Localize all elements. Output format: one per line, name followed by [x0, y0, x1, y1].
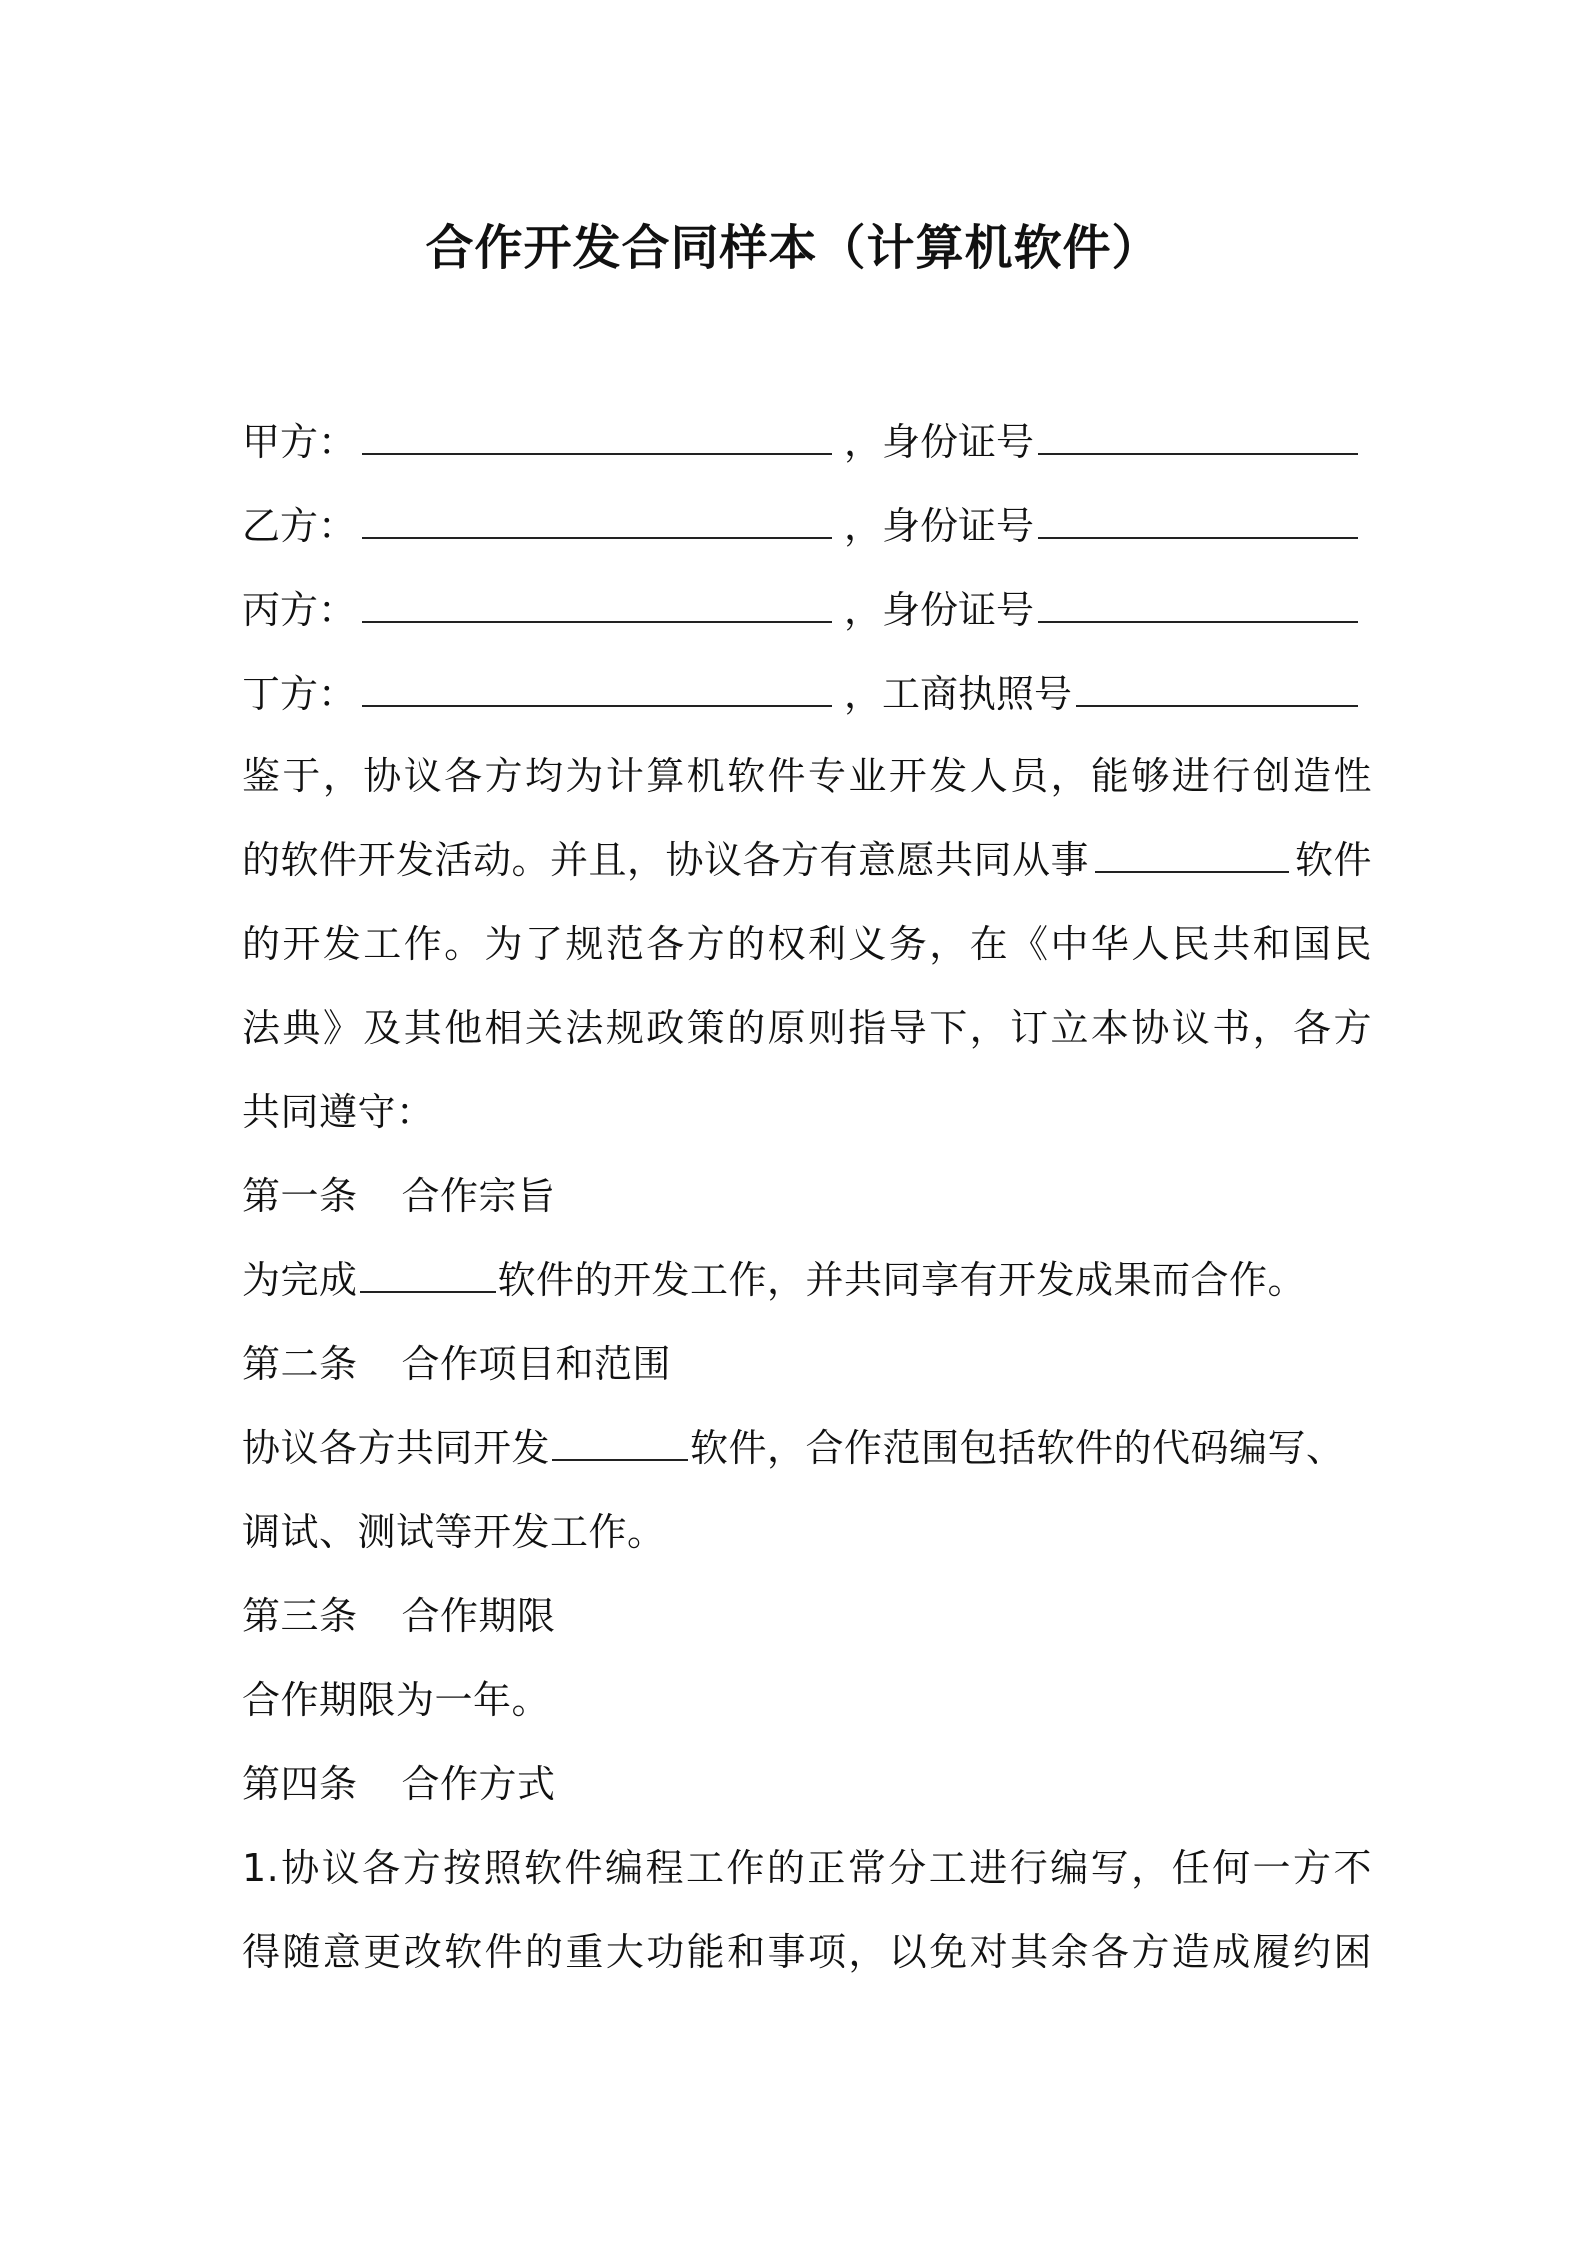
party-label: 丙方： [242, 588, 357, 632]
article-1-heading [242, 1168, 1372, 1224]
name-blank [362, 419, 832, 455]
license-label: 工商执照号 [882, 672, 1073, 716]
name-blank [362, 587, 832, 623]
article-text: 为完成 [242, 1258, 358, 1302]
party-label: 甲方： [242, 420, 357, 464]
party-line-b [242, 498, 1358, 554]
party-line-d [242, 666, 1358, 722]
article-number: 第四条 [242, 1762, 358, 1806]
article-title: 合作方式 [401, 1762, 556, 1806]
article-1-text [242, 1252, 1372, 1308]
separator: ， [844, 672, 883, 716]
article-title: 合作宗旨 [401, 1174, 556, 1218]
id-blank [1038, 587, 1358, 623]
article-3-text: 合作期限为一年。 [242, 1678, 551, 1722]
article-text: 软件的开发工作，并共同享有开发成果而合作。 [497, 1258, 1307, 1302]
software-blank [360, 1259, 496, 1293]
name-blank [362, 671, 832, 707]
preamble-text: 软件 [1294, 838, 1372, 882]
article-3-heading [242, 1588, 1372, 1644]
separator: ， [844, 588, 883, 632]
article-text: 软件，合作范围包括软件的代码编写、 [690, 1426, 1345, 1470]
preamble-line-1: 鉴于，协议各方均为计算机软件专业开发人员，能够进行创造性 [242, 754, 1372, 798]
id-blank [1038, 419, 1358, 455]
article-2-heading [242, 1336, 1372, 1392]
preamble-line-4: 法典》及其他相关法规政策的原则指导下，订立本协议书，各方 [242, 1006, 1372, 1050]
article-number: 第二条 [242, 1342, 358, 1386]
article-4-text-1: 1.协议各方按照软件编程工作的正常分工进行编写，任何一方不 [242, 1846, 1372, 1890]
article-text: 协议各方共同开发 [242, 1426, 551, 1470]
separator: ， [844, 504, 883, 548]
article-2-text-2: 调试、测试等开发工作。 [242, 1510, 666, 1554]
article-title: 合作期限 [401, 1594, 556, 1638]
id-label: 身份证号 [882, 504, 1035, 548]
preamble-text: 的软件开发活动。并且，协议各方有意愿共同从事 [242, 838, 1090, 882]
article-4-text-2: 得随意更改软件的重大功能和事项，以免对其余各方造成履约困 [242, 1930, 1372, 1974]
software-blank [552, 1427, 688, 1461]
party-label: 乙方： [242, 504, 357, 548]
article-number: 第三条 [242, 1594, 358, 1638]
separator: ， [844, 420, 883, 464]
id-label: 身份证号 [882, 588, 1035, 632]
license-blank [1076, 671, 1358, 707]
party-label: 丁方： [242, 672, 357, 716]
article-number: 第一条 [242, 1174, 358, 1218]
preamble-line-3: 的开发工作。为了规范各方的权利义务，在《中华人民共和国民 [242, 922, 1372, 966]
project-blank [1095, 839, 1289, 873]
party-line-a [242, 414, 1358, 470]
id-label: 身份证号 [882, 420, 1035, 464]
document-title: 合作开发合同样本（计算机软件） [425, 220, 1161, 276]
article-2-text-1 [242, 1420, 1372, 1476]
article-title: 合作项目和范围 [401, 1342, 672, 1386]
party-line-c [242, 582, 1358, 638]
article-4-heading [242, 1756, 1372, 1812]
name-blank [362, 503, 832, 539]
id-blank [1038, 503, 1358, 539]
preamble-line-2 [242, 832, 1372, 888]
preamble-line-5: 共同遵守： [242, 1090, 435, 1134]
